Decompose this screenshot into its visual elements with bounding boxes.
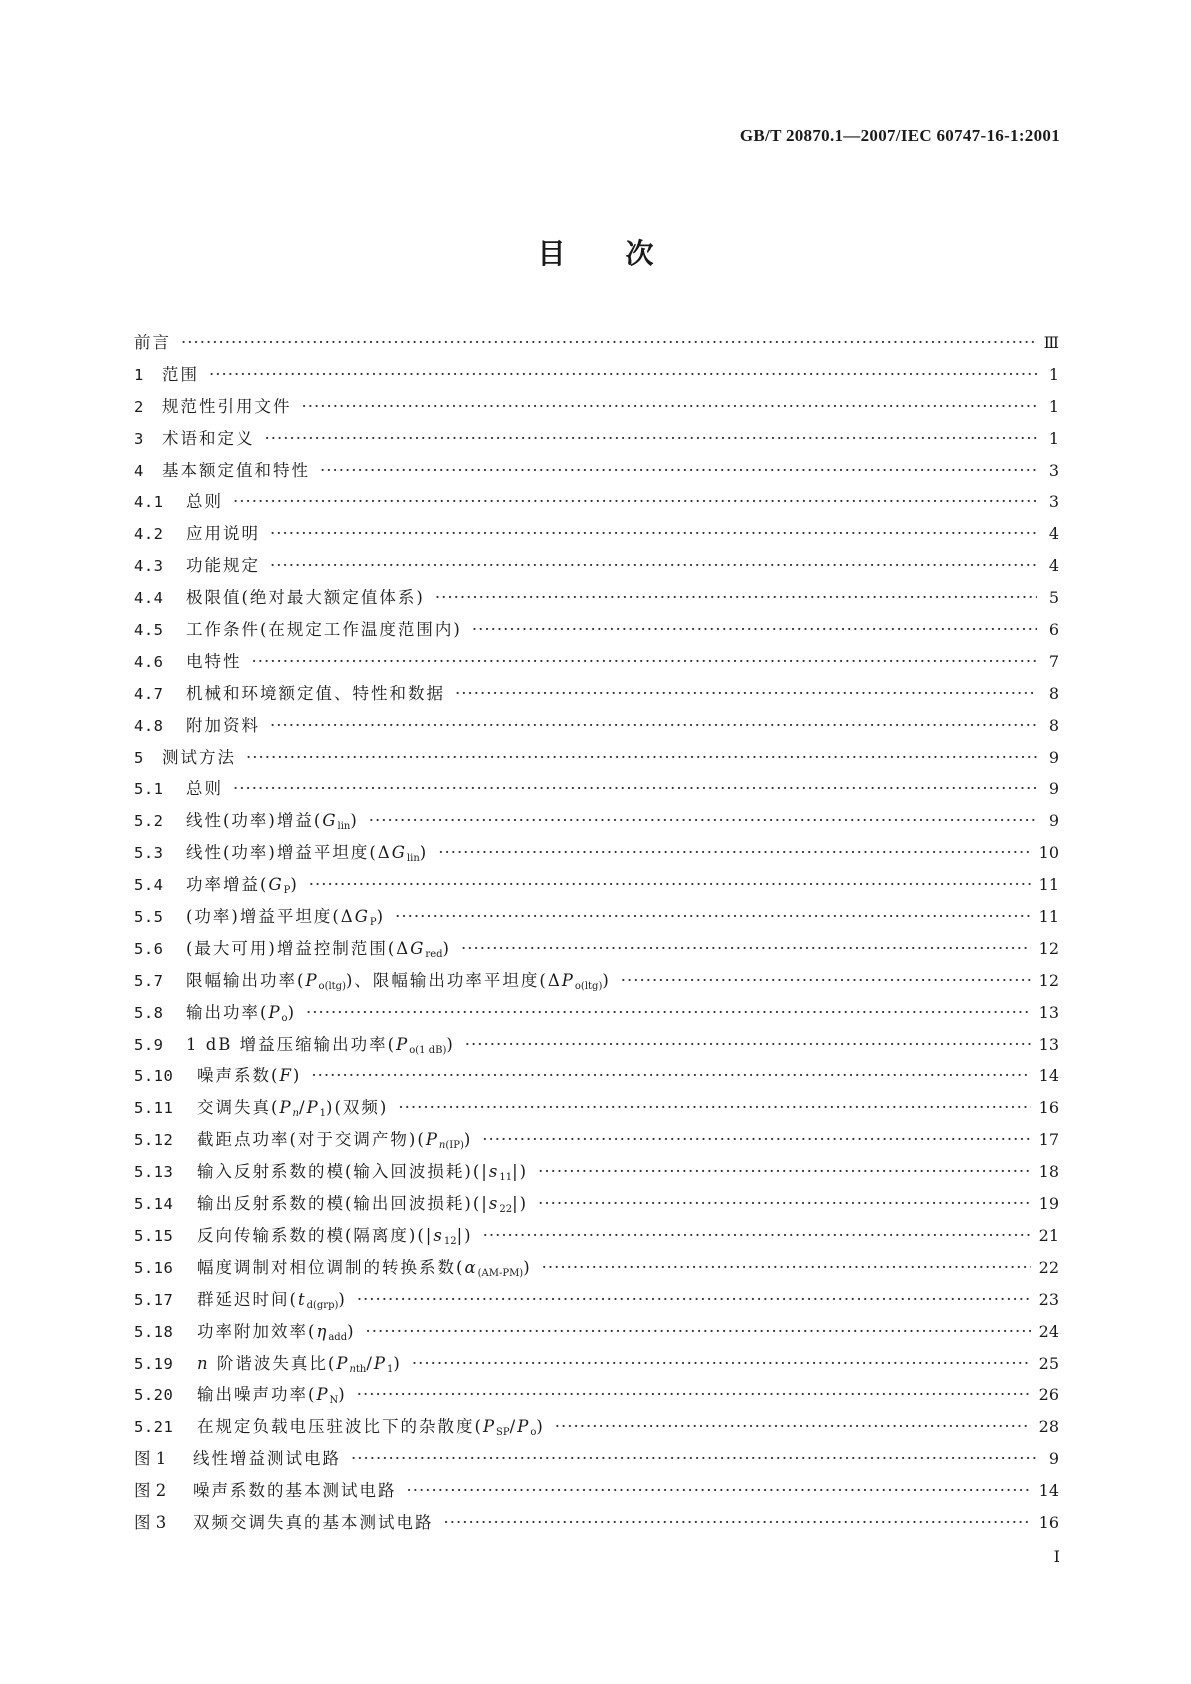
toc-leader-dots [395,907,1031,926]
toc-entry[interactable] [134,616,1059,648]
toc-entry-page: 14 [1038,1481,1059,1501]
toc-leader-dots [311,1066,1030,1085]
toc-entry-page: 8 [1048,715,1059,735]
toc-entry[interactable] [134,680,1059,712]
toc-entry-title: 总则 [186,779,223,799]
toc-entry-title: 测试方法 [162,747,236,767]
toc-entry-title: 反向传输系数的模(隔离度)$(|s_{12}|)$ [197,1225,473,1247]
toc-leader-dots [435,588,1037,607]
toc-entry-title: 线性增益测试电路 [193,1449,341,1469]
toc-entry-page: 24 [1038,1321,1059,1341]
toc-leader-dots [407,1481,1031,1500]
toc-entry[interactable] [134,1318,1059,1350]
toc-entry[interactable] [134,935,1059,967]
toc-entry-page: 13 [1038,1002,1059,1022]
toc-entry-title: 输入反射系数的模(输入回波损耗)$(|s_{11}|)$ [197,1162,529,1184]
toc-entry-title: 术语和定义 [162,428,255,448]
toc-entry-number: 4.2 [134,525,164,544]
toc-entry[interactable] [134,1062,1059,1094]
toc-entry[interactable] [134,1254,1059,1286]
page-number: I [1053,1547,1060,1566]
toc-entry-number: 4.8 [134,716,164,735]
toc-entry-number: 图 1 [134,1449,167,1469]
toc-entry-number: 5.19 [134,1354,174,1373]
toc-entry-title: 1 dB 增益压缩输出功率$(P_{o(1 dB)})$ [186,1034,455,1056]
toc-entry[interactable] [134,903,1059,935]
toc-entry-number: 5.14 [134,1195,174,1214]
toc-entry[interactable] [134,329,1059,361]
toc-entry[interactable] [134,584,1059,616]
toc-entry-page: 17 [1038,1130,1059,1150]
toc-entry-number: 5.1 [134,780,164,799]
toc-entry-number: 4.7 [134,684,164,703]
toc-leader-dots [542,1258,1031,1277]
toc-entry-page: 5 [1048,588,1059,608]
toc-entry-page: 25 [1038,1353,1059,1373]
toc-entry-number: 5.16 [134,1258,174,1277]
toc-leader-dots [265,429,1038,448]
toc-entry[interactable] [134,1286,1059,1318]
toc-title-char-1: 目 [537,237,566,270]
toc-entry-title: 输出噪声功率$(P_N)$ [197,1385,347,1407]
toc-entry[interactable] [134,967,1059,999]
toc-leader-dots [555,1417,1031,1436]
toc-entry-page: 8 [1048,683,1059,703]
toc-entry[interactable] [134,1158,1059,1190]
toc-entry-title: 功率附加效率$(\eta_{add})$ [197,1321,356,1343]
toc-entry-number: 5.11 [134,1099,174,1118]
toc-entry-number: 4.6 [134,652,164,671]
toc-entry[interactable] [134,775,1059,807]
toc-entry-page: 3 [1048,492,1059,512]
toc-entry-number: 4.5 [134,621,164,640]
toc-leader-dots [270,524,1037,543]
toc-entry[interactable] [134,648,1059,680]
toc-entry-title: 规范性引用文件 [162,396,292,416]
toc-leader-dots [270,556,1037,575]
toc-title [0,232,1191,272]
toc-entry-title: 双频交调失真的基本测试电路 [193,1512,434,1532]
toc-entry-number: 图 3 [134,1512,167,1532]
toc-entry-page: 14 [1038,1066,1059,1086]
toc-entry-number: 5.13 [134,1163,174,1182]
toc-entry-page: 9 [1048,747,1059,767]
toc-entry-title: 截距点功率(对于交调产物)$(P_{n(IP)})$ [197,1130,473,1152]
toc-entry[interactable] [134,1126,1059,1158]
toc-leader-dots [246,748,1037,767]
toc-entry-page: 23 [1038,1289,1059,1309]
toc-leader-dots [351,1449,1037,1468]
toc-entry[interactable] [134,1477,1059,1509]
toc-entry[interactable] [134,457,1059,489]
toc-entry-title: 机械和环境额定值、特性和数据 [186,683,445,703]
toc-entry-title: 基本额定值和特性 [162,460,310,480]
toc-entry-number: 5.5 [134,908,164,927]
toc-entry[interactable] [134,871,1059,903]
toc-leader-dots [357,1290,1031,1309]
toc-entry[interactable] [134,999,1059,1031]
toc-entry-title: 在规定负载电压驻波比下的杂散度$(P_{SP}/P_o)$ [197,1417,545,1439]
toc-leader-dots [455,684,1037,703]
toc-leader-dots [398,1098,1030,1117]
toc-entry[interactable] [134,393,1059,425]
toc-entry-number: 5.2 [134,812,164,831]
toc-leader-dots [538,1162,1031,1181]
toc-entry[interactable] [134,520,1059,552]
toc-leader-dots [482,1130,1030,1149]
toc-entry-title: 线性(功率)增益$(G_{lin})$ [186,811,359,833]
toc-entry-number: 图 2 [134,1481,167,1501]
toc-entry-page: 1 [1048,364,1059,384]
toc-entry-page: 9 [1048,779,1059,799]
toc-leader-dots [366,1322,1031,1341]
toc-entry[interactable] [134,1190,1059,1222]
toc-entry-page: 21 [1038,1225,1059,1245]
toc-leader-dots [538,1194,1031,1213]
toc-entry-page: 9 [1048,811,1059,831]
toc-entry-page: 7 [1048,651,1059,671]
toc-entry-number: 5 [134,748,144,767]
toc-entry-number: 4.3 [134,557,164,576]
toc-leader-dots [320,461,1037,480]
toc-leader-dots [438,843,1030,862]
toc-entry-page: 9 [1048,1449,1059,1469]
toc-entry-number: 4 [134,461,144,480]
toc-entry-title: 幅度调制对相位调制的转换系数$(\alpha_{(AM-PM)})$ [197,1257,532,1279]
toc-leader-dots [483,1226,1031,1245]
toc-entry-number: 5.15 [134,1226,174,1245]
toc-entry-title: (最大可用)增益控制范围$(\Delta G_{red})$ [186,938,451,960]
toc-leader-dots [209,365,1037,384]
toc-entry-number: 5.9 [134,1035,164,1054]
toc-leader-dots [252,652,1038,671]
toc-entry-title: 总则 [186,492,223,512]
toc-entry[interactable] [134,839,1059,871]
toc-leader-dots [621,971,1031,990]
toc-entry-page: 6 [1048,620,1059,640]
toc-entry-title: 输出功率$(P_o)$ [186,1002,297,1024]
toc-entry-page: 10 [1038,843,1059,863]
toc-entry-number: 5.7 [134,971,164,990]
toc-entry-page: 4 [1048,524,1059,544]
toc-entry-title: 工作条件(在规定工作温度范围内) [186,620,462,640]
toc-leader-dots [233,779,1037,798]
toc-entry[interactable] [134,1222,1059,1254]
toc-entry-page: 1 [1048,428,1059,448]
toc-entry-title: 极限值(绝对最大额定值体系) [186,588,425,608]
toc-entry-number: 4.4 [134,589,164,608]
toc-entry-page: 11 [1038,907,1059,927]
toc-entry-title: 群延迟时间$(t_{d(grp)})$ [197,1289,347,1311]
toc-leader-dots [302,397,1038,416]
toc-entry-page: 22 [1038,1257,1059,1277]
toc-entry-title: 功能规定 [186,556,260,576]
toc-entry[interactable] [134,712,1059,744]
table-of-contents [134,329,1059,1541]
toc-entry[interactable] [134,1445,1059,1477]
toc-leader-dots [233,492,1037,511]
toc-entry[interactable] [134,1413,1059,1445]
toc-title-char-2: 次 [625,237,654,270]
toc-entry[interactable] [134,1381,1059,1413]
toc-entry-page: 28 [1038,1417,1059,1437]
toc-entry[interactable] [134,361,1059,393]
toc-leader-dots [412,1354,1031,1373]
standard-number-header: GB/T 20870.1—2007/IEC 60747-16-1:2001 [739,126,1060,145]
toc-entry-page: 12 [1038,970,1059,990]
toc-leader-dots [461,939,1031,958]
toc-entry-number: 5.12 [134,1131,174,1150]
toc-entry-number: 5.10 [134,1067,174,1086]
toc-entry-number: 5.3 [134,844,164,863]
toc-entry-number: 4.1 [134,493,164,512]
toc-entry-number: 5.20 [134,1386,174,1405]
toc-entry-title: (功率)增益平坦度$(\Delta G_P)$ [186,907,386,929]
toc-leader-dots [465,1035,1031,1054]
toc-entry-title: 范围 [162,364,199,384]
toc-entry-page: 16 [1038,1512,1059,1532]
toc-entry-title: 电特性 [186,651,242,671]
toc-entry-page: 18 [1038,1162,1059,1182]
toc-leader-dots [444,1513,1031,1532]
toc-entry[interactable] [134,807,1059,839]
toc-entry-page: 4 [1048,556,1059,576]
toc-entry-page: 16 [1038,1098,1059,1118]
toc-entry-title: 噪声系数(F) [197,1066,302,1086]
toc-entry-number: 3 [134,429,144,448]
toc-entry-title: 交调失真$(P_n/P_1)$(双频) [197,1098,389,1120]
toc-entry-number: 5.21 [134,1418,174,1437]
toc-leader-dots [369,811,1037,830]
toc-entry-number: 2 [134,397,144,416]
toc-entry-page: 3 [1048,460,1059,480]
toc-entry-page: 11 [1038,875,1059,895]
toc-entry-page: 13 [1038,1034,1059,1054]
toc-leader-dots [306,1003,1031,1022]
toc-entry-title: 限幅输出功率$(P_{o(ltg)})$、限幅输出功率平坦度$(\Delta P_{o(ltg)})$ [186,970,611,992]
toc-entry-page: 1 [1048,396,1059,416]
toc-leader-dots [270,716,1037,735]
toc-entry-title: 输出反射系数的模(输出回波损耗)$(|s_{22}|)$ [197,1194,529,1216]
toc-entry[interactable] [134,1509,1059,1541]
toc-entry-title: 前言 [134,333,171,352]
toc-entry-page: 26 [1038,1385,1059,1405]
toc-leader-dots [472,620,1037,639]
toc-entry-number: 5.6 [134,939,164,958]
toc-entry-number: 5.18 [134,1322,174,1341]
toc-entry[interactable] [134,744,1059,776]
toc-leader-dots [357,1385,1031,1404]
toc-entry[interactable] [134,488,1059,520]
toc-entry[interactable] [134,552,1059,584]
toc-entry-title: n 阶谐波失真比$(P_{nth}/P_1)$ [197,1353,402,1375]
toc-entry-number: 1 [134,365,144,384]
toc-entry-number: 5.8 [134,1003,164,1022]
toc-entry[interactable] [134,1031,1059,1063]
toc-leader-dots [181,333,1036,352]
toc-entry-page: Ⅲ [1043,333,1059,352]
toc-entry-title: 应用说明 [186,524,260,544]
toc-entry-title: 线性(功率)增益平坦度$(\Delta G_{lin})$ [186,843,429,865]
toc-entry[interactable] [134,425,1059,457]
toc-entry-number: 5.4 [134,876,164,895]
toc-entry-title: 噪声系数的基本测试电路 [193,1481,397,1501]
toc-entry-title: 附加资料 [186,715,260,735]
toc-entry-title: 功率增益$(G_P)$ [186,875,299,897]
toc-entry[interactable] [134,1350,1059,1382]
toc-leader-dots [309,875,1031,894]
toc-entry-number: 5.17 [134,1290,174,1309]
toc-entry-page: 19 [1038,1194,1059,1214]
toc-entry[interactable] [134,1094,1059,1126]
toc-entry-page: 12 [1038,938,1059,958]
